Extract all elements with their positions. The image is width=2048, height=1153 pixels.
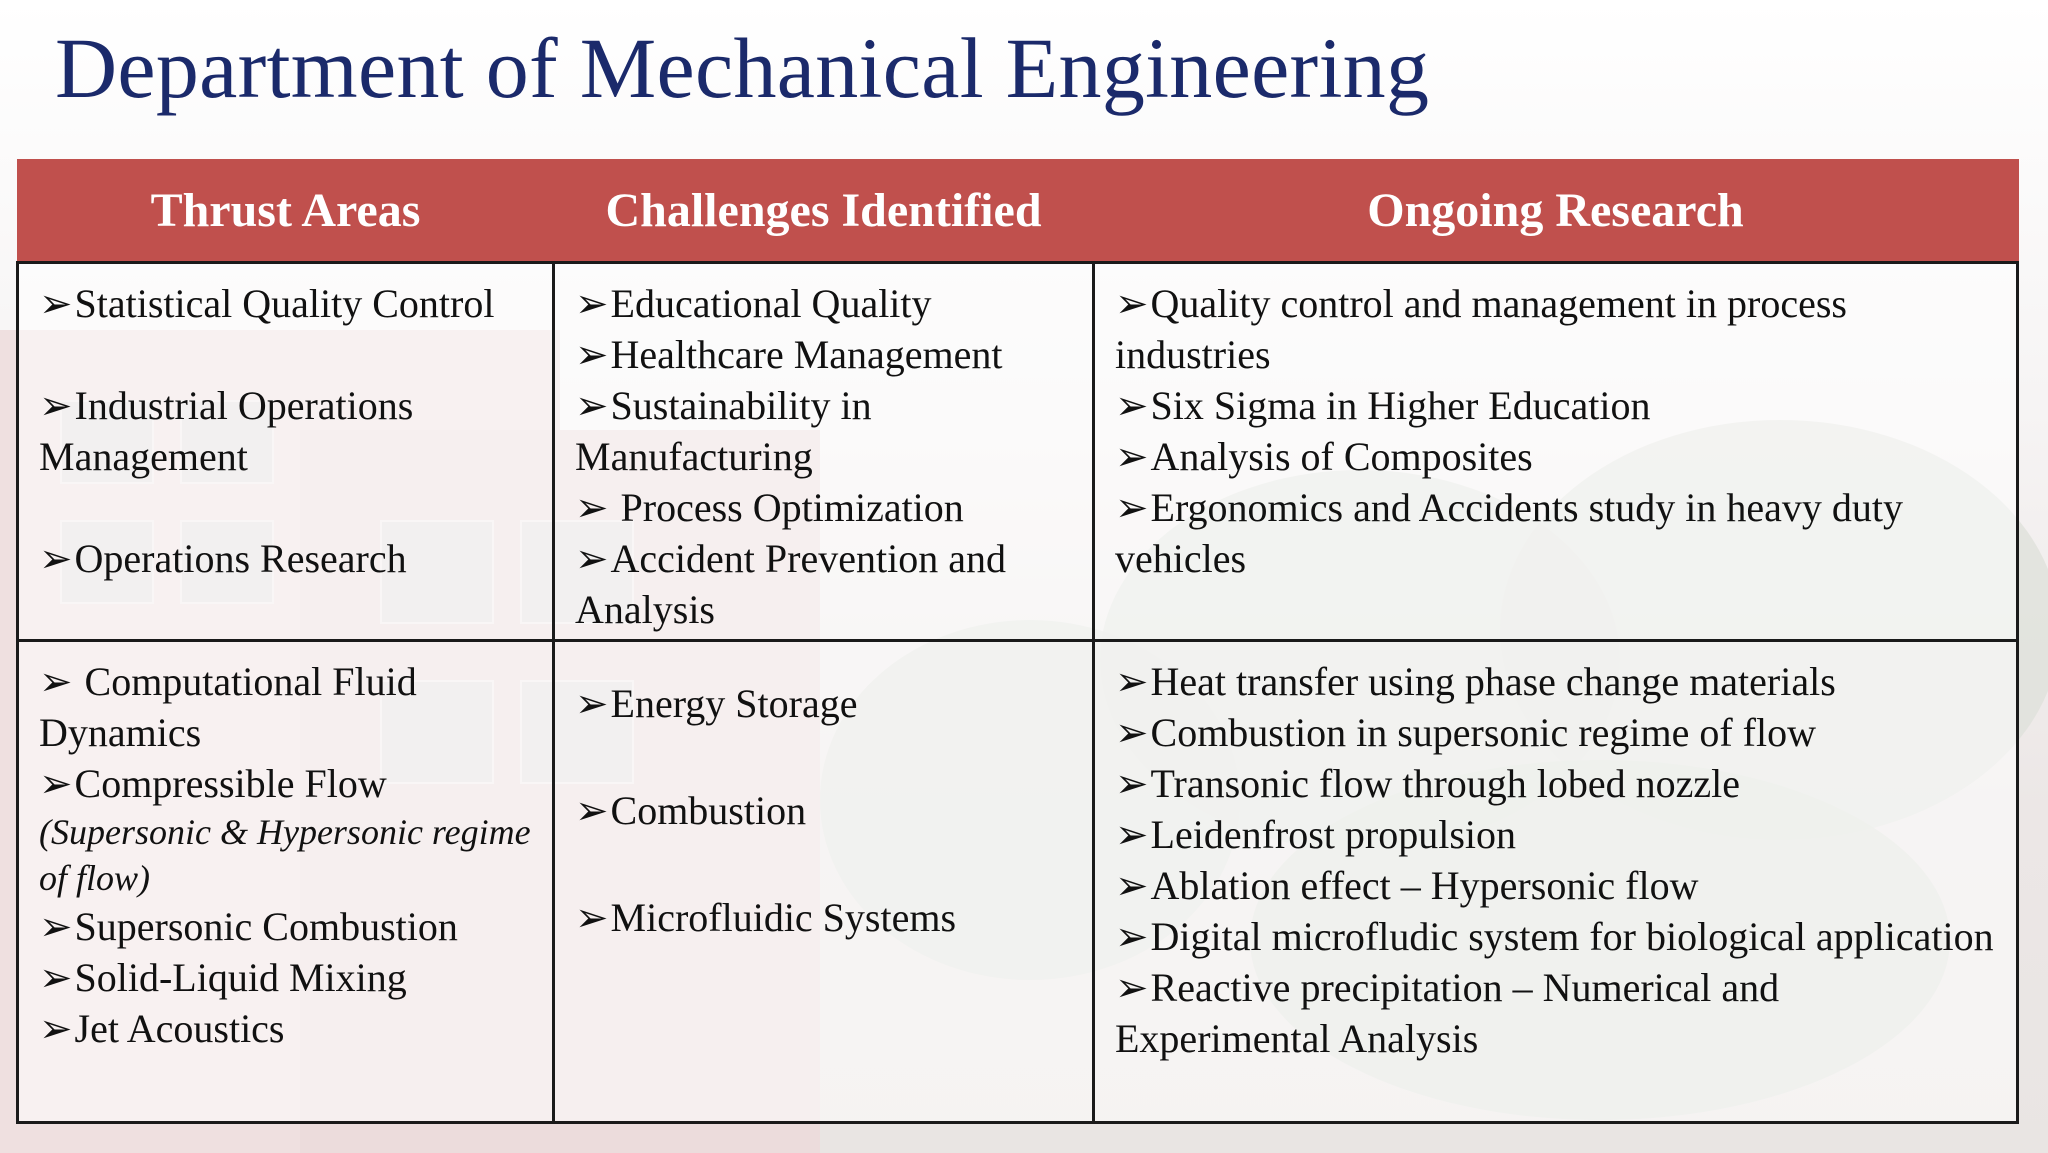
list-item: ➢Analysis of Composites	[1115, 434, 1533, 479]
list-item: ➢Combustion	[575, 788, 807, 833]
arrow-bullet-icon: ➢	[39, 1006, 73, 1051]
table-header-row	[18, 159, 2018, 263]
list-item: ➢Reactive precipitation – Numerical and Experimental Analysis	[1115, 965, 1780, 1061]
list-item: ➢Quality control and management in process industries	[1115, 281, 1847, 377]
list-item: ➢Industrial Operations Management	[39, 383, 414, 479]
arrow-bullet-icon: ➢	[575, 383, 609, 428]
arrow-bullet-icon: ➢	[39, 281, 73, 326]
research-table	[16, 159, 2019, 1124]
list-item: ➢Solid-Liquid Mixing	[39, 955, 407, 1000]
list-item: ➢Educational Quality	[575, 281, 932, 326]
list-item: ➢Digital microfludic system for biological application	[1115, 914, 1994, 959]
arrow-bullet-icon: ➢	[575, 281, 609, 326]
header-thrust-areas: Thrust Areas	[18, 159, 554, 263]
arrow-bullet-icon: ➢	[1115, 710, 1149, 755]
arrow-bullet-icon: ➢	[575, 895, 609, 940]
list-item: ➢Microfluidic Systems	[575, 895, 957, 940]
arrow-bullet-icon: ➢	[1115, 914, 1149, 959]
arrow-bullet-icon: ➢	[39, 955, 73, 1000]
cell-challenges	[554, 263, 1094, 641]
cell-challenges	[554, 641, 1094, 1123]
cell-ongoing-research	[1094, 641, 2018, 1123]
arrow-bullet-icon: ➢	[39, 659, 73, 704]
arrow-bullet-icon: ➢	[39, 761, 73, 806]
arrow-bullet-icon: ➢	[1115, 281, 1149, 326]
arrow-bullet-icon: ➢	[575, 536, 609, 581]
list-item: ➢Energy Storage	[575, 681, 858, 726]
list-item: ➢Supersonic Combustion	[39, 904, 458, 949]
list-item: ➢ Process Optimization	[575, 485, 964, 530]
list-item: ➢Six Sigma in Higher Education	[1115, 383, 1651, 428]
header-challenges-identified: Challenges Identified	[554, 159, 1094, 263]
cell-thrust-areas	[18, 263, 554, 641]
page-title: Department of Mechanical Engineering	[55, 20, 1430, 116]
flow-regime-note: (Supersonic & Hypersonic regime of flow)	[39, 812, 531, 898]
arrow-bullet-icon: ➢	[575, 788, 609, 833]
list-item: ➢Operations Research	[39, 536, 407, 581]
header-ongoing-research: Ongoing Research	[1094, 159, 2018, 263]
table-row	[18, 641, 2018, 1123]
table-row	[18, 263, 2018, 641]
arrow-bullet-icon: ➢	[1115, 485, 1149, 530]
list-item: ➢Compressible Flow	[39, 761, 387, 806]
arrow-bullet-icon: ➢	[1115, 863, 1149, 908]
list-item: ➢Statistical Quality Control	[39, 281, 495, 326]
arrow-bullet-icon: ➢	[1115, 383, 1149, 428]
arrow-bullet-icon: ➢	[1115, 659, 1149, 704]
cell-thrust-areas	[18, 641, 554, 1123]
arrow-bullet-icon: ➢	[39, 383, 73, 428]
list-item: ➢Ergonomics and Accidents study in heavy duty vehicles	[1115, 485, 1903, 581]
list-item: ➢Leidenfrost propulsion	[1115, 812, 1517, 857]
arrow-bullet-icon: ➢	[575, 485, 609, 530]
list-item: ➢Heat transfer using phase change materials	[1115, 659, 1836, 704]
list-item: ➢Ablation effect – Hypersonic flow	[1115, 863, 1699, 908]
list-item: ➢Sustainability in Manufacturing	[575, 383, 872, 479]
list-item: ➢Healthcare Management	[575, 332, 1003, 377]
arrow-bullet-icon: ➢	[39, 536, 73, 581]
list-item: ➢Accident Prevention and Analysis	[575, 536, 1006, 632]
arrow-bullet-icon: ➢	[1115, 761, 1149, 806]
list-item: ➢Jet Acoustics	[39, 1006, 285, 1051]
arrow-bullet-icon: ➢	[1115, 434, 1149, 479]
list-item: ➢ Computational Fluid Dynamics	[39, 659, 427, 755]
arrow-bullet-icon: ➢	[575, 681, 609, 726]
arrow-bullet-icon: ➢	[575, 332, 609, 377]
arrow-bullet-icon: ➢	[1115, 812, 1149, 857]
list-item: ➢Combustion in supersonic regime of flow	[1115, 710, 1816, 755]
arrow-bullet-icon: ➢	[39, 904, 73, 949]
list-item: ➢Transonic flow through lobed nozzle	[1115, 761, 1741, 806]
arrow-bullet-icon: ➢	[1115, 965, 1149, 1010]
cell-ongoing-research	[1094, 263, 2018, 641]
